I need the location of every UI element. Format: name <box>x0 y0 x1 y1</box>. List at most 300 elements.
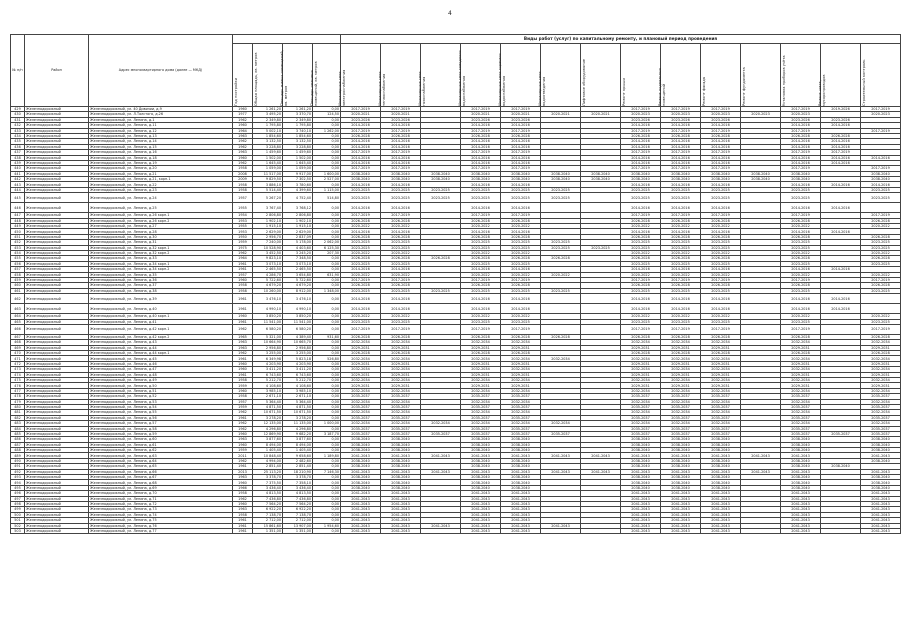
cell-period: 2014-2016 <box>781 304 821 314</box>
cell-period: 2023-2026 <box>381 117 421 122</box>
cell-period: 2014-2016 <box>501 294 541 304</box>
cell-district: Железнодорожный <box>25 345 89 350</box>
cell-period: 2017-2019 <box>701 128 741 133</box>
cell-living: 2 712,00 <box>283 518 313 523</box>
cell-period: 2032-2034 <box>861 388 901 393</box>
column-header: Общая площадь, кв. метров <box>253 44 283 107</box>
cell-period: 2017-2019 <box>341 107 381 112</box>
cell-n: 439 <box>11 160 25 165</box>
cell-period: 2038-2040 <box>701 171 741 176</box>
cell-period: 2014-2016 <box>821 144 861 149</box>
cell-period: 2020-2022 <box>341 250 381 255</box>
cell-area: 10 664,90 <box>253 340 283 345</box>
cell-nonliving: 0,00 <box>313 383 341 388</box>
cell-period: 2035-2037 <box>661 415 701 420</box>
cell-period: 2038-2040 <box>461 458 501 463</box>
cell-living: 2 806,80 <box>283 213 313 218</box>
table-row <box>11 203 901 213</box>
cell-period: 2023-2025 <box>541 240 581 245</box>
cell-period: 2026-2028 <box>661 256 701 261</box>
cell-year: 1950 <box>233 234 253 239</box>
cell-living: 3 740,10 <box>283 128 313 133</box>
cell-living: 11 135,00 <box>283 421 313 426</box>
cell-period: 2032-2034 <box>501 378 541 383</box>
cell-period: 2035-2037 <box>781 404 821 409</box>
cell-period: 2014-2016 <box>341 123 381 128</box>
cell-period: 2032-2034 <box>461 340 501 345</box>
cell-period: 2041-2043 <box>861 496 901 501</box>
cell-period: 2020-2022 <box>381 272 421 277</box>
cell-period: 2020-2021 <box>461 112 501 117</box>
cell-period: 2032-2034 <box>621 367 661 372</box>
cell-period: 2026-2028 <box>621 351 661 356</box>
cell-period: 2041-2043 <box>661 502 701 507</box>
cell-year: 1963 <box>233 507 253 512</box>
cell-address: Железнодорожный, ул. Ленина, д.12 <box>89 128 233 133</box>
cell-period: 2032-2034 <box>861 367 901 372</box>
cell-year: 1962 <box>233 351 253 356</box>
cell-period: 2035-2037 <box>861 415 901 420</box>
cell-period: 2014-2016 <box>781 203 821 213</box>
cell-year: 1962 <box>233 250 253 255</box>
cell-address: Железнодорожный, ул. Ленина, д.75 <box>89 518 233 523</box>
cell-period: 2017-2019 <box>341 324 381 334</box>
cell-district: Железнодорожный <box>25 112 89 117</box>
cell-period: 2038-2040 <box>501 177 541 182</box>
cell-period: 2041-2043 <box>541 453 581 458</box>
cell-year: 1958 <box>233 394 253 399</box>
cell-nonliving: 0,00 <box>313 485 341 490</box>
cell-n: 472 <box>11 361 25 366</box>
cell-period: 2020-2021 <box>341 112 381 117</box>
cell-living: 11 541,00 <box>283 319 313 324</box>
cell-living: 7 302,50 <box>283 177 313 182</box>
cell-period: 2041-2043 <box>341 518 381 523</box>
cell-district: Железнодорожный <box>25 378 89 383</box>
cell-district: Железнодорожный <box>25 107 89 112</box>
cell-address: Железнодорожный, ул. Ленина, д.26 корп.1 <box>89 213 233 218</box>
cell-year: 1961 <box>233 356 253 361</box>
cell-period: 2029-2031 <box>461 361 501 366</box>
cell-area: 6 349,98 <box>253 356 283 361</box>
cell-period: 2023-2025 <box>501 240 541 245</box>
cell-n: 489 <box>11 453 25 458</box>
cell-n: 457 <box>11 267 25 272</box>
cell-period: 2038-2040 <box>701 442 741 447</box>
cell-period: 2038-2040 <box>581 171 621 176</box>
cell-district: Железнодорожный <box>25 171 89 176</box>
cell-n: 453 <box>11 245 25 250</box>
cell-period: 2026-2028 <box>621 234 661 239</box>
cell-area: 12 869,90 <box>253 431 283 436</box>
cell-year: 1959 <box>233 448 253 453</box>
cell-district: Железнодорожный <box>25 193 89 203</box>
cell-living: 2 671,10 <box>283 394 313 399</box>
cell-period: 2026-2028 <box>341 256 381 261</box>
cell-n: 499 <box>11 507 25 512</box>
cell-district: Железнодорожный <box>25 213 89 218</box>
cell-address: Железнодорожный, ул. Ленина, д.55 <box>89 410 233 415</box>
cell-period: 2032-2034 <box>861 410 901 415</box>
cell-period: 2032-2034 <box>781 356 821 361</box>
cell-period: 2017-2019 <box>621 150 661 155</box>
cell-period: 2014-2016 <box>381 139 421 144</box>
cell-year: 1960 <box>233 361 253 366</box>
cell-year: 1960 <box>233 123 253 128</box>
cell-period: 2038-2040 <box>861 442 901 447</box>
cell-nonliving: 0,00 <box>313 133 341 138</box>
cell-living: 1 645,40 <box>283 160 313 165</box>
cell-period: 2026-2028 <box>861 334 901 339</box>
cell-nonliving: 0,00 <box>313 480 341 485</box>
cell-period: 2032-2034 <box>661 378 701 383</box>
cell-period: 2041-2043 <box>701 453 741 458</box>
cell-period: 2038-2040 <box>381 464 421 469</box>
cell-period: 2023-2025 <box>661 193 701 203</box>
cell-period: 2032-2034 <box>661 399 701 404</box>
cell-period: 2014-2016 <box>501 203 541 213</box>
cell-period: 2023-2025 <box>381 319 421 324</box>
cell-living: 9 658,60 <box>283 453 313 458</box>
cell-period: 2035-2037 <box>341 415 381 420</box>
cell-area: 3 278,20 <box>253 415 283 420</box>
cell-period: 2035-2037 <box>661 404 701 409</box>
cell-period: 2038-2040 <box>621 442 661 447</box>
cell-address: Железнодорожный, ул. Ленина, д.36 <box>89 277 233 282</box>
cell-living: 8 494,00 <box>283 442 313 447</box>
cell-n: 480 <box>11 404 25 409</box>
cell-period: 2032-2034 <box>781 388 821 393</box>
cell-period: 2026-2028 <box>501 351 541 356</box>
cell-area: 2 712,00 <box>253 518 283 523</box>
cell-living: 9 682,20 <box>283 431 313 436</box>
column-header: Установка приборов учёта <box>781 44 821 107</box>
cell-period: 2035-2037 <box>501 394 541 399</box>
cell-year: 1960 <box>233 314 253 319</box>
cell-period: 2038-2040 <box>341 448 381 453</box>
cell-area: 10 528,90 <box>253 245 283 250</box>
cell-period: 2023-2025 <box>461 261 501 266</box>
cell-period: 2041-2043 <box>341 496 381 501</box>
cell-year: 1958 <box>233 283 253 288</box>
cell-nonliving: 1 262,00 <box>313 128 341 133</box>
cell-period: 2035-2037 <box>861 431 901 436</box>
cell-n: 434 <box>11 133 25 138</box>
cell-period: 2017-2019 <box>661 324 701 334</box>
cell-period: 2023-2025 <box>781 245 821 250</box>
cell-n: 488 <box>11 448 25 453</box>
cell-period: 2041-2043 <box>621 528 661 533</box>
cell-period: 2038-2040 <box>781 458 821 463</box>
cell-address: Железнодорожный, ул. Ленина, д.45 <box>89 356 233 361</box>
cell-living: 2 629,00 <box>283 229 313 234</box>
cell-area: 3 228,80 <box>253 144 283 149</box>
cell-area: 3 886,10 <box>253 182 283 187</box>
cell-district: Железнодорожный <box>25 523 89 528</box>
cell-address: Железнодорожный, ул. Ленина, д.13 <box>89 133 233 138</box>
cell-address: Железнодорожный, ул. Ленина, д.19 <box>89 160 233 165</box>
cell-year: 1962 <box>233 410 253 415</box>
cell-district: Железнодорожный <box>25 453 89 458</box>
cell-nonliving: 7 146,30 <box>313 469 341 474</box>
cell-period: 2041-2043 <box>621 512 661 517</box>
cell-period: 2032-2034 <box>381 367 421 372</box>
cell-period: 2023-2025 <box>661 288 701 293</box>
cell-period: 2023-2025 <box>861 319 901 324</box>
cell-period: 2041-2043 <box>341 523 381 528</box>
cell-period: 2020-2022 <box>621 250 661 255</box>
cell-address: Железнодорожный, ул. Ленина, д.60 <box>89 437 233 442</box>
cell-year: 1962 <box>233 458 253 463</box>
cell-period: 2026-2028 <box>501 256 541 261</box>
cell-period: 2038-2040 <box>661 464 701 469</box>
cell-period: 2029-2031 <box>781 345 821 350</box>
cell-address: Железнодорожный, ул. Ленина, д.42 корп.1 <box>89 324 233 334</box>
cell-period: 2023-2025 <box>541 245 581 250</box>
cell-period: 2023-2025 <box>861 288 901 293</box>
cell-period: 2017-2019 <box>701 107 741 112</box>
cell-period: 2041-2043 <box>781 518 821 523</box>
cell-area: 7 375,50 <box>253 480 283 485</box>
cell-living: 3 370,70 <box>283 112 313 117</box>
cell-period: 2023-2025 <box>421 288 461 293</box>
cell-period: 2029-2031 <box>621 383 661 388</box>
cell-period: 2017-2019 <box>861 128 901 133</box>
cell-period: 2041-2043 <box>461 528 501 533</box>
cell-period: 2041-2043 <box>341 491 381 496</box>
cell-period: 2035-2037 <box>861 394 901 399</box>
cell-year: 1958 <box>233 166 253 171</box>
cell-period: 2020-2023 <box>781 112 821 117</box>
cell-period: 2038-2040 <box>861 485 901 490</box>
cell-area: 1 645,40 <box>253 160 283 165</box>
cell-district: Железнодорожный <box>25 128 89 133</box>
cell-period: 2029-2031 <box>661 372 701 377</box>
cell-period: 2038-2040 <box>661 448 701 453</box>
cell-period: 2020-2022 <box>341 224 381 229</box>
cell-period: 2038-2040 <box>621 485 661 490</box>
cell-address: Железнодорожный, ул. Ленина, д.39 <box>89 294 233 304</box>
cell-period: 2041-2043 <box>381 523 421 528</box>
cell-period: 2020-2022 <box>781 272 821 277</box>
cell-period: 2023-2025 <box>701 187 741 192</box>
cell-period: 2023-2025 <box>341 261 381 266</box>
cell-period: 2020-2022 <box>861 224 901 229</box>
cell-period: 2023-2025 <box>501 261 541 266</box>
cell-n: 486 <box>11 437 25 442</box>
cell-address: Железнодорожный, ул. Ленина, д.21 <box>89 171 233 176</box>
cell-n: 460 <box>11 283 25 288</box>
cell-period: 2023-2025 <box>581 245 621 250</box>
cell-nonliving: 0,00 <box>313 256 341 261</box>
cell-n: 463 <box>11 304 25 314</box>
cell-period: 2041-2043 <box>701 502 741 507</box>
cell-period: 2020-2022 <box>461 224 501 229</box>
cell-period: 2020-2022 <box>461 314 501 319</box>
cell-period: 2014-2016 <box>621 155 661 160</box>
cell-period: 2032-2034 <box>421 421 461 426</box>
cell-period: 2014-2016 <box>821 304 861 314</box>
cell-district: Железнодорожный <box>25 404 89 409</box>
cell-n: 445 <box>11 193 25 203</box>
cell-nonliving: 0,00 <box>313 518 341 523</box>
cell-nonliving: 0,00 <box>313 475 341 480</box>
cell-period: 2038-2040 <box>621 437 661 442</box>
cell-year: 1958 <box>233 288 253 293</box>
cell-period: 2014-2016 <box>461 160 501 165</box>
cell-district: Железнодорожный <box>25 351 89 356</box>
column-header: Инженерные сети газоснабжения <box>421 44 461 107</box>
cell-period: 2023-2025 <box>621 288 661 293</box>
cell-district: Железнодорожный <box>25 383 89 388</box>
cell-period: 2026-2028 <box>341 234 381 239</box>
cell-period: 2038-2040 <box>501 437 541 442</box>
cell-district: Железнодорожный <box>25 340 89 345</box>
cell-period: 2038-2040 <box>461 475 501 480</box>
cell-period: 2038-2040 <box>381 458 421 463</box>
cell-living: 9 917,00 <box>283 171 313 176</box>
cell-period: 2014-2016 <box>661 160 701 165</box>
cell-address: Железнодорожный, ул. Ленина, д.72 <box>89 502 233 507</box>
cell-period: 2035-2037 <box>781 431 821 436</box>
cell-period: 2026-2028 <box>701 334 741 339</box>
cell-period: 2014-2016 <box>621 139 661 144</box>
cell-address: Железнодорожный, ул. Ленина, д.56 <box>89 415 233 420</box>
cell-period: 2038-2040 <box>661 171 701 176</box>
cell-period: 2026-2028 <box>421 256 461 261</box>
cell-period: 2023-2025 <box>501 193 541 203</box>
cell-period: 2029-2031 <box>381 372 421 377</box>
cell-n: 493 <box>11 475 25 480</box>
cell-period: 2023-2025 <box>341 240 381 245</box>
cell-period: 2038-2040 <box>501 458 541 463</box>
cell-nonliving: 0,00 <box>313 213 341 218</box>
cell-area: 2 671,10 <box>253 394 283 399</box>
cell-period: 2023-2026 <box>661 117 701 122</box>
cell-period: 2017-2019 <box>661 277 701 282</box>
column-header: Лифтовое оборудование <box>581 44 621 107</box>
cell-period: 2032-2034 <box>501 388 541 393</box>
cell-living: 4 813,50 <box>283 491 313 496</box>
cell-period: 2014-2016 <box>381 123 421 128</box>
cell-area: 1 795,80 <box>253 123 283 128</box>
cell-period <box>421 528 461 533</box>
cell-area: 3 877,60 <box>253 437 283 442</box>
cell-period: 2035-2037 <box>341 431 381 436</box>
cell-living: 7 436,80 <box>283 496 313 501</box>
cell-address: Железнодорожный, ул. Ленина, д.35 <box>89 272 233 277</box>
cell-period: 2038-2040 <box>861 177 901 182</box>
cell-period <box>581 304 621 314</box>
cell-period: 2029-2031 <box>781 383 821 388</box>
cell-district: Железнодорожный <box>25 261 89 266</box>
cell-period: 2017-2019 <box>861 213 901 218</box>
cell-period: 2032-2034 <box>621 378 661 383</box>
cell-n: 465 <box>11 319 25 324</box>
cell-address: Железнодорожный, ул. Ленина, д.43 <box>89 340 233 345</box>
cell-period: 2023-2025 <box>501 245 541 250</box>
cell-living: 3 985,10 <box>283 388 313 393</box>
cell-district: Железнодорожный <box>25 442 89 447</box>
cell-period: 2038-2040 <box>341 485 381 490</box>
cell-period: 2032-2034 <box>781 421 821 426</box>
cell-living: 3 073,10 <box>283 261 313 266</box>
cell-living: 3 877,60 <box>283 437 313 442</box>
cell-period: 2026-2028 <box>621 218 661 223</box>
cell-living: 1 059,00 <box>283 166 313 171</box>
cell-area: 2 956,80 <box>253 345 283 350</box>
cell-period: 2017-2019 <box>381 128 421 133</box>
cell-district: Железнодорожный <box>25 324 89 334</box>
cell-n: 458 <box>11 272 25 277</box>
cell-period: 2035-2037 <box>461 394 501 399</box>
cell-period <box>581 294 621 304</box>
cell-address: Железнодорожный, ул. Ленина, д.40 корп.1 <box>89 314 233 319</box>
cell-year: 2008 <box>233 171 253 176</box>
cell-period: 2023-2025 <box>861 245 901 250</box>
cell-period: 2026-2028 <box>461 256 501 261</box>
cell-address: Железнодорожный, ул. Ленина, д.73 <box>89 507 233 512</box>
cell-period: 2020-2022 <box>381 250 421 255</box>
cell-period: 2020-2022 <box>661 224 701 229</box>
cell-living: 1 902,10 <box>283 218 313 223</box>
cell-nonliving: 1 189,80 <box>313 453 341 458</box>
cell-n: 497 <box>11 496 25 501</box>
cell-district: Железнодорожный <box>25 314 89 319</box>
column-header: Площадь нежилых помещений, кв. метров <box>313 44 341 107</box>
cell-period: 2038-2040 <box>461 442 501 447</box>
cell-year: 1953 <box>233 218 253 223</box>
cell-nonliving: 0,00 <box>313 394 341 399</box>
cell-period: 2038-2040 <box>661 177 701 182</box>
cell-period: 2014-2016 <box>821 123 861 128</box>
cell-period: 2041-2043 <box>461 523 501 528</box>
cell-address: Железнодорожный, ул. Ленина, д.44 <box>89 345 233 350</box>
cell-area: 3 073,10 <box>253 261 283 266</box>
cell-living: 7 138,70 <box>283 512 313 517</box>
cell-district: Железнодорожный <box>25 464 89 469</box>
cell-year: 1962 <box>233 117 253 122</box>
cell-living: 4 389,40 <box>283 334 313 339</box>
cell-period: 2014-2016 <box>781 144 821 149</box>
cell-period: 2038-2040 <box>701 480 741 485</box>
cell-period: 2026-2028 <box>381 234 421 239</box>
cell-year: 1960 <box>233 107 253 112</box>
cell-area: 2 465,50 <box>253 267 283 272</box>
cell-year: 1957 <box>233 399 253 404</box>
cell-area: 2 806,80 <box>253 213 283 218</box>
cell-period: 2014-2016 <box>661 182 701 187</box>
column-header: Ремонт шахт, мусоропроводов <box>821 44 861 107</box>
cell-period: 2023-2025 <box>381 288 421 293</box>
cell-period: 2032-2034 <box>781 378 821 383</box>
column-header: Год постройки <box>233 44 253 107</box>
cell-living: 1 261,20 <box>283 107 313 112</box>
cell-area: 7 240,00 <box>253 240 283 245</box>
cell-district: Железнодорожный <box>25 502 89 507</box>
cell-year: 1961 <box>233 319 253 324</box>
cell-nonliving: 0,00 <box>313 107 341 112</box>
cell-period: 2041-2043 <box>741 469 781 474</box>
cell-period <box>541 304 581 314</box>
cell-year: 1958 <box>233 378 253 383</box>
cell-period: 2038-2040 <box>621 480 661 485</box>
cell-period: 2017-2019 <box>501 128 541 133</box>
cell-period <box>581 324 621 334</box>
cell-address: Железнодорожный, ул. Ленина, д.66 <box>89 469 233 474</box>
cell-period: 2020-2022 <box>621 272 661 277</box>
cell-nonliving: 0,00 <box>313 426 341 431</box>
